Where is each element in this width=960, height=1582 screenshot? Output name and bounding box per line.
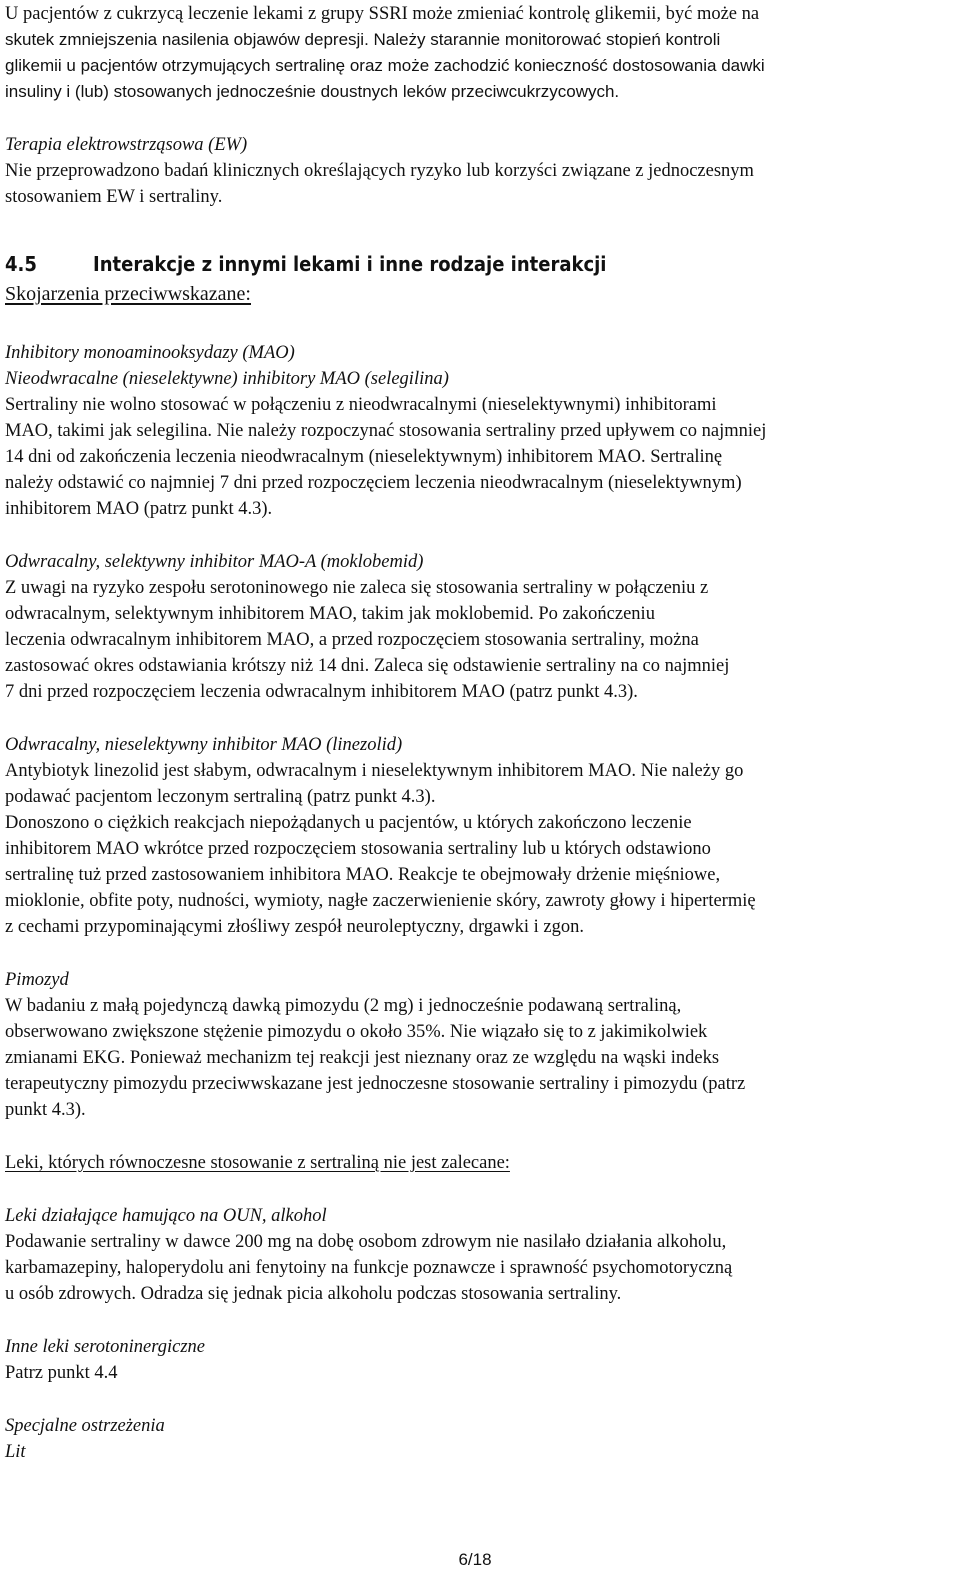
warnings-title: Specjalne ostrzeżenia — [5, 1416, 165, 1436]
section-title: Interakcje z innymi lekami i inne rodzaje interakcji — [93, 252, 607, 276]
text-line: leczenia odwracalnym inhibitorem MAO, a przed rozpoczęciem stosowania sertraliny, można — [5, 630, 699, 650]
text-line: 7 dni przed rozpoczęciem leczenia odwracalnym inhibitorem MAO (patrz punkt 4.3). — [5, 682, 638, 702]
linezolid-section — [5, 732, 953, 940]
text-line: z cechami przypominającymi złośliwy zespół neuroleptyczny, drgawki i zgon. — [5, 917, 584, 937]
text-line: odwracalnym, selektywnym inhibitorem MAO, takim jak moklobemid. Po zakończeniu — [5, 604, 655, 624]
text-line: skutek zmniejszenia nasilenia objawów depresji. Należy starannie monitorować stopień kontroli — [5, 30, 721, 49]
text-line: Sertraliny nie wolno stosować w połączeniu z nieodwracalnymi (nieselektywnymi) inhibitorami — [5, 395, 717, 415]
ew-title: Terapia elektrowstrząsowa (EW) — [5, 135, 248, 155]
text-line: karbamazepiny, haloperydolu ani fenytoiny na funkcje poznawcze i sprawność psychomotoryczną — [5, 1258, 733, 1278]
section-heading — [5, 250, 953, 280]
text-line: zmianami EKG. Ponieważ mechanizm tej reakcji jest nieznany oraz ze względu na wąski indeks — [5, 1048, 720, 1068]
oun-title: Leki działające hamująco na OUN, alkohol — [5, 1206, 327, 1226]
section-number: 4.5 — [5, 252, 37, 276]
text-line: podawać pacjentom leczonym sertraliną (patrz punkt 4.3). — [5, 787, 436, 807]
text-line: mioklonie, obfite poty, nudności, wymioty, nagłe zaczerwienienie skóry, zawroty głowy i hipertermię — [5, 891, 756, 911]
text-line: Patrz punkt 4.4 — [5, 1363, 118, 1383]
linezolid-title: Odwracalny, nieselektywny inhibitor MAO (linezolid) — [5, 735, 403, 755]
text-line: glikemii u pacjentów otrzymujących sertralinę oraz może zachodzić konieczność dostosowania dawki — [5, 56, 765, 75]
mao-subtitle: Nieodwracalne (nieselektywne) inhibitory MAO (selegilina) — [5, 369, 449, 389]
serotonergic-section — [5, 1334, 953, 1386]
text-line: U pacjentów z cukrzycą leczenie lekami z grupy SSRI może zmieniać kontrolę glikemii, być może na — [5, 4, 760, 24]
text-line: W badaniu z małą pojedynczą dawką pimozydu (2 mg) i jednocześnie podawaną sertraliną, — [5, 996, 682, 1016]
not-recommended-subtitle: Leki, których równoczesne stosowanie z sertraliną nie jest zalecane: — [5, 1153, 510, 1173]
page-number: 6/18 — [458, 1550, 492, 1569]
text-line: insuliny i (lub) stosowanych jednocześnie doustnych leków przeciwcukrzycowych. — [5, 82, 620, 101]
text-line: inhibitorem MAO wkrótce przed rozpoczęciem stosowania sertraliny lub u których odstawiono — [5, 839, 711, 859]
text-line: Podawanie sertraliny w dawce 200 mg na dobę osobom zdrowym nie nasilało działania alkoholu, — [5, 1232, 727, 1252]
text-line: 14 dni od zakończenia leczenia nieodwracalnym (nieselektywnym) inhibitorem MAO. Sertralinę — [5, 447, 723, 467]
contraindicated-subtitle: Skojarzenia przeciwwskazane: — [5, 283, 251, 305]
warnings-section — [5, 1413, 953, 1465]
moklobemid-section — [5, 549, 953, 705]
text-line: Nie przeprowadzono badań klinicznych określających ryzyko lub korzyści związane z jednoczesnym — [5, 161, 754, 181]
pimozyd-title: Pimozyd — [5, 970, 69, 990]
mao-title: Inhibitory monoaminooksydazy (MAO) — [5, 343, 295, 363]
text-line: punkt 4.3). — [5, 1100, 86, 1120]
text-line: stosowaniem EW i sertraliny. — [5, 187, 223, 207]
text-line: należy odstawić co najmniej 7 dni przed rozpoczęciem leczenia nieodwracalnym (nieselektywnym) — [5, 473, 742, 493]
oun-section — [5, 1203, 953, 1307]
text-line: Donoszono o ciężkich reakcjach niepożądanych u pacjentów, u których zakończono leczenie — [5, 813, 692, 833]
intro-paragraph — [5, 1, 953, 105]
serotonergic-title: Inne leki serotoninergiczne — [5, 1337, 206, 1357]
text-line: MAO, takimi jak selegilina. Nie należy rozpoczynać stosowania sertraliny przed upływem co najmniej — [5, 421, 767, 441]
text-line: terapeutyczny pimozydu przeciwwskazane jest jednoczesne stosowanie sertraliny i pimozydu (patrz — [5, 1074, 746, 1094]
text-line: zastosować okres odstawiania krótszy niż 14 dni. Zaleca się odstawienie sertraliny na co najmniej — [5, 656, 730, 676]
text-line: Z uwagi na ryzyko zespołu serotoninowego nie zaleca się stosowania sertraliny w połączeniu z — [5, 578, 709, 598]
text-line: inhibitorem MAO (patrz punkt 4.3). — [5, 499, 273, 519]
text-line: sertralinę tuż przed zastosowaniem inhibitora MAO. Reakcje te obejmowały drżenie mięśniowe, — [5, 865, 721, 885]
lithium-title: Lit — [5, 1442, 26, 1462]
document-page — [5, 0, 953, 1569]
moklobemid-title: Odwracalny, selektywny inhibitor MAO-A (moklobemid) — [5, 552, 424, 572]
text-line: obserwowano zwiększone stężenie pimozydu o około 35%. Nie wiązało się to z jakimikolwiek — [5, 1022, 708, 1042]
mao-section — [5, 340, 953, 522]
text-line: Antybiotyk linezolid jest słabym, odwracalnym i nieselektywnym inhibitorem MAO. Nie należy go — [5, 761, 744, 781]
text-line: u osób zdrowych. Odradza się jednak picia alkoholu podczas stosowania sertraliny. — [5, 1284, 622, 1304]
ew-section — [5, 132, 953, 210]
pimozyd-section — [5, 967, 953, 1123]
